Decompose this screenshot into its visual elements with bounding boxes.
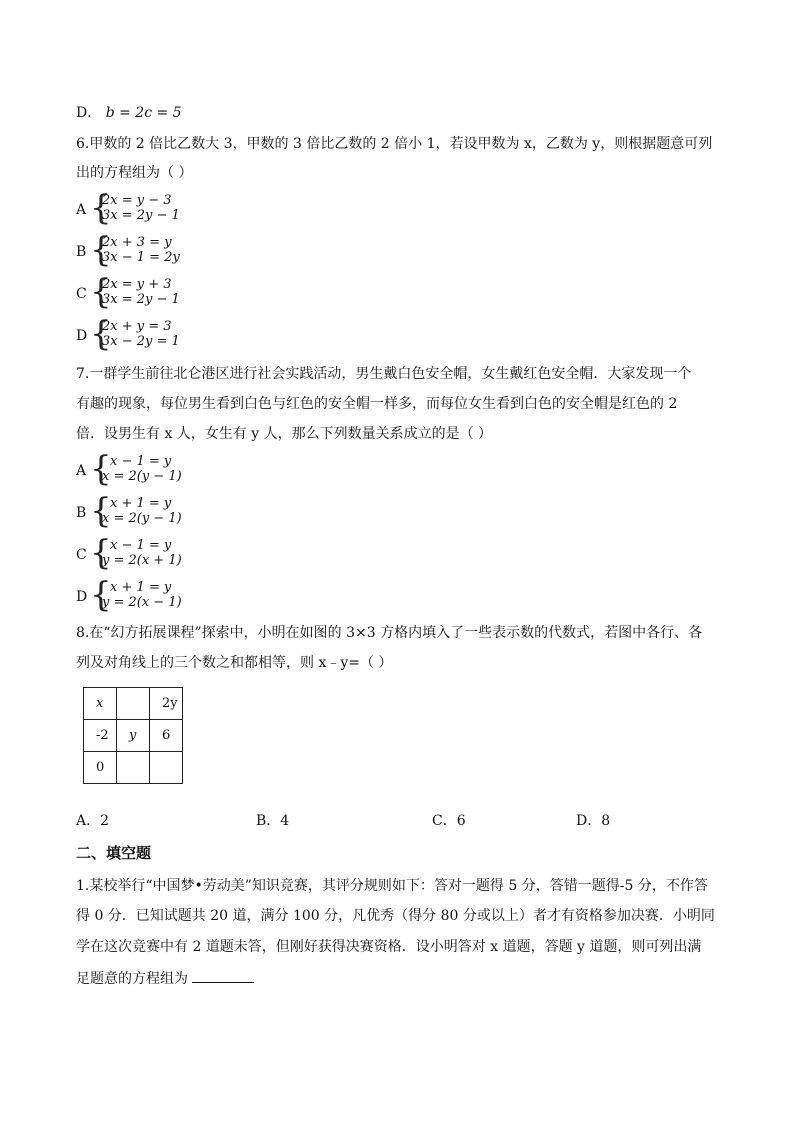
q7-stem-line3: 倍．设男生有 x 人，女生有 y 人，那么下列数量关系成立的是（ ）: [76, 426, 493, 442]
q8-option-b: B．4: [256, 813, 290, 829]
q8-stem-line1: 8.在“幻方拓展课程”探索中，小明在如图的 3×3 方格内填入了一些表示数的代数式，若图中各行、各: [76, 625, 703, 641]
grid-cell: [117, 688, 150, 720]
grid-cell: [117, 752, 150, 784]
brace-icon: {: [90, 188, 112, 228]
equation: 3x = 2y − 1: [102, 208, 180, 223]
option-label: A: [76, 463, 87, 479]
fill1-stem-line2: 得 0 分．已知试题共 20 道，满分 100 分，凡优秀（得分 80 分或以上）者才有资格参加决赛．小明同: [76, 908, 715, 924]
equation: y = 2(x − 1): [102, 595, 182, 610]
grid-cell: y: [117, 720, 150, 752]
equation: 3x − 1 = 2y: [102, 250, 180, 265]
stem-text: 足题意的方程组为: [76, 971, 188, 987]
grid-cell: [150, 752, 183, 784]
magic-square-grid: [83, 687, 183, 784]
fill1-stem-line1: 1.某校举行“中国梦•劳动美”知识竞赛，其评分规则如下：答对一题得 5 分，答错一题得-5 分，不作答: [76, 878, 708, 894]
equation: 2x + y = 3: [102, 319, 172, 334]
equation: x − 1 = y: [110, 538, 172, 553]
brace-icon: {: [90, 272, 112, 312]
equation: x + 1 = y: [110, 496, 172, 511]
q8-option-a: A．2: [76, 813, 110, 829]
q6-stem-line1: 6.甲数的 2 倍比乙数大 3，甲数的 3 倍比乙数的 2 倍小 1，若设甲数为 x，乙数为 y，则根据题意可列: [76, 136, 713, 152]
option-label: B: [76, 244, 87, 260]
grid-cell: x: [84, 688, 117, 720]
brace-icon: {: [90, 575, 112, 615]
brace-icon: {: [90, 314, 112, 354]
equation: x − 1 = y: [110, 454, 172, 469]
equation: x + 1 = y: [110, 580, 172, 595]
option-math: b = 2c = 5: [105, 105, 182, 121]
equation: 3x − 2y = 1: [102, 334, 180, 349]
option-label: D: [76, 328, 88, 344]
equation: 2x = y − 3: [102, 193, 172, 208]
q6-stem-line2: 出的方程组为（ ）: [76, 165, 193, 181]
brace-icon: {: [90, 449, 112, 489]
fill1-stem-line3: 学在这次竞赛中有 2 道题未答，但刚好获得决赛资格．设小明答对 x 道题，答题 y 道题，则可列出满: [76, 939, 702, 955]
q7-stem-line2: 有趣的现象，每位男生看到白色与红色的安全帽一样多，而每位女生看到白色的安全帽是红色的 2: [76, 396, 678, 412]
q5-option-d: [76, 104, 182, 122]
option-label: C: [76, 547, 87, 563]
option-label: B: [76, 505, 87, 521]
q8-option-d: D．8: [576, 813, 611, 829]
q8-stem-line2: 列及对角线上的三个数之和都相等，则 x﹣y=（ ）: [76, 655, 393, 671]
grid-cell: 6: [150, 720, 183, 752]
grid-cell: 0: [84, 752, 117, 784]
grid-cell: 2y: [150, 688, 183, 720]
section-heading: 二、填空题: [76, 844, 152, 862]
equation: 2x + 3 = y: [102, 235, 172, 250]
option-label: A: [76, 202, 87, 218]
option-label: C: [76, 286, 87, 302]
brace-icon: {: [90, 230, 112, 270]
q8-option-c: C．6: [432, 813, 466, 829]
option-label: D．: [76, 105, 102, 121]
equation: 2x = y + 3: [102, 277, 172, 292]
option-label: D: [76, 589, 88, 605]
equation: x = 2(y − 1): [102, 469, 182, 484]
brace-icon: {: [90, 533, 112, 573]
grid-cell: -2: [84, 720, 117, 752]
equation: y = 2(x + 1): [102, 553, 182, 568]
fill1-stem-line4: [76, 968, 254, 988]
equation: 3x = 2y − 1: [102, 292, 180, 307]
brace-icon: {: [90, 491, 112, 531]
answer-blank[interactable]: [192, 968, 254, 983]
equation: x = 2(y − 1): [102, 511, 182, 526]
q7-stem-line1: 7.一群学生前往北仑港区进行社会实践活动，男生戴白色安全帽，女生戴红色安全帽．大家发现一个: [76, 366, 692, 382]
